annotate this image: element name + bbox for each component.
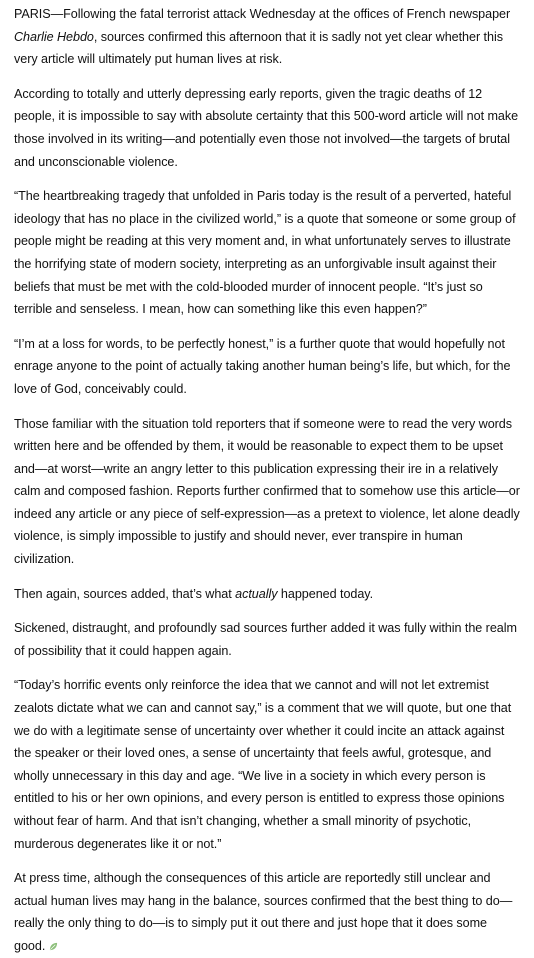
article-paragraph: According to totally and utterly depressing early reports, given the tragic deaths of 12 people, it is impossible to say with absolute certainty that this 500-word article will not make those involved in its writing—and potentially even those not involved—the targets of brutal and unconscionable violence. <box>14 86 519 169</box>
paragraph-text: happened today. <box>277 586 374 601</box>
article-paragraph: Sickened, distraught, and profoundly sad sources further added it was fully within the realm of possibility that it could happen again. <box>14 621 517 658</box>
dateline-text: PARIS—Following the fatal terrorist attack Wednesday at the offices of French newspaper <box>14 7 511 21</box>
paragraph-text: , sources confirmed this afternoon that it is sadly not yet clear whether this very article will ultimately put human lives at risk. <box>14 29 503 67</box>
article-paragraph: “I’m at a loss for words, to be perfectly honest,” is a further quote that would hopefully not enrage anyone to the point of actually taking another human being’s life, but which, for the love of God, conceivably could. <box>14 336 511 396</box>
article-paragraph: “The heartbreaking tragedy that unfolded in Paris today is the result of a perverted, hateful ideology that has no place in the civilized world,” is a quote that someone or some group of people might be reading at this very moment and, in what unfortunately serves to illustrate the horrifying state of modern society, interpreting as an unforgivable insult against their beliefs that must be met with the cold-blooded murder of innocent people. “It’s just so terrible and senseless. I mean, how can something like this even happen?” <box>14 189 516 317</box>
article-paragraph <box>14 583 520 606</box>
article-paragraph: Those familiar with the situation told reporters that if someone were to read the very words written here and be offended by them, it would be reasonable to expect them to be upset and—at worst—write an angry letter to this publication expressing their ire in a relatively calm and composed fashion. Reports further confirmed that to somehow use this article—or indeed any article or any piece of self-expression—as a pretext to violence, let alone deadly violence, is simply impossible to justify and should never, ever transpire in human civilization. <box>14 416 520 567</box>
paragraph-text: At press time, although the consequences of this article are reportedly still unclear and actual human lives may hang in the balance, sources confirmed that the best thing to do—really the only thing to do—is to simply put it out there and just hope that it does some good. <box>14 871 513 953</box>
emphasis-text: actually <box>235 586 278 601</box>
newspaper-name: Charlie Hebdo <box>14 29 94 44</box>
article-paragraph <box>14 867 520 957</box>
paragraph-text: Then again, sources added, that’s what <box>14 586 236 601</box>
article-paragraph <box>14 3 520 71</box>
leaf-icon <box>49 942 58 951</box>
article-paragraph: “Today’s horrific events only reinforce the idea that we cannot and will not let extremist zealots dictate what we can and cannot say,” is a comment that we will quote, but one that we do with a legitimate sense of uncertainty over whether it could incite an attack against the speaker or their loved ones, a sense of uncertainty that feels awful, grotesque, and wholly unnecessary in this day and age. “We live in a society in which every person is entitled to his or her own opinions, and every person is entitled to express those opinions without fear of harm. And that isn’t changing, whether a small minority of psychotic, murderous degenerates like it or not.” <box>14 678 512 851</box>
